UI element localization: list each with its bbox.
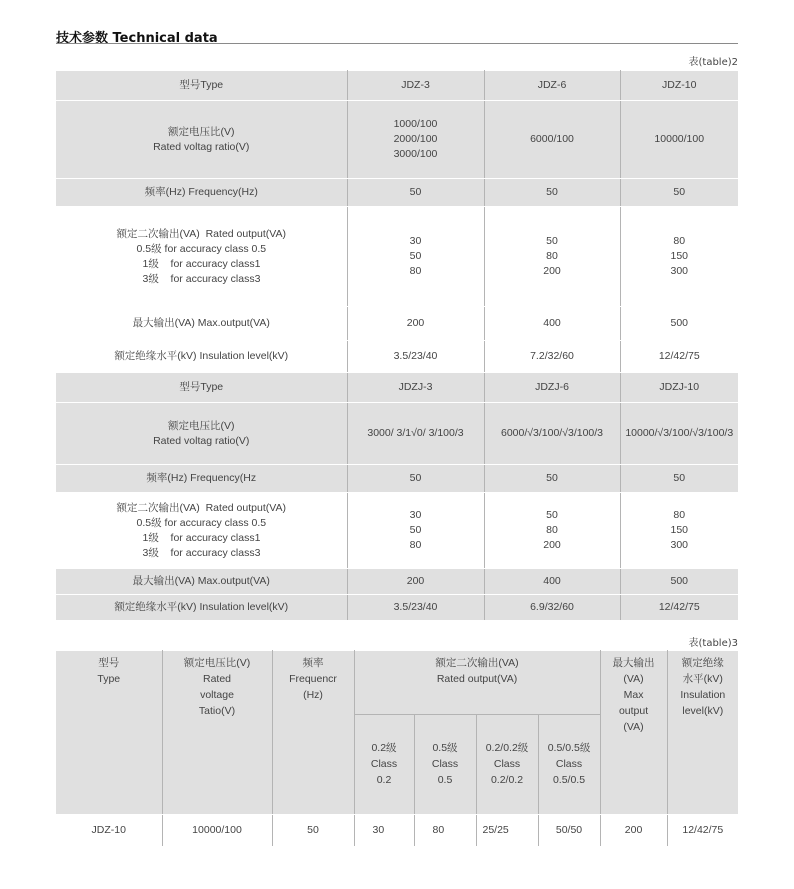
frequency-value-cell: 50 — [347, 179, 484, 207]
type-header-cell: 型号Type — [56, 71, 347, 101]
header-line: 水平(kV) — [682, 673, 723, 685]
rated-output-label-cell — [56, 493, 347, 569]
voltage-value-cell: 10000/√3/100/√3/100/3 — [620, 403, 738, 465]
label-line: 3级 for accuracy class3 — [142, 546, 261, 559]
output-value-cell — [484, 207, 620, 307]
label-line: 额定电压比(V) — [168, 419, 235, 432]
subheader-class-0-2 — [354, 715, 414, 815]
row-output-class-0-5-cell: 80 — [414, 815, 476, 847]
value-line: 80 — [409, 539, 422, 551]
table-row — [56, 569, 738, 595]
table-row — [56, 71, 738, 101]
label-line: 额定电压比(V) — [168, 125, 235, 138]
type-header-cell: 型号Type — [56, 373, 347, 403]
row-insulation-cell: 12/42/75 — [667, 815, 738, 847]
insulation-value-cell: 12/42/75 — [620, 595, 738, 621]
output-value-cell — [484, 493, 620, 569]
value-line: 150 — [670, 524, 689, 536]
value-line: 300 — [670, 265, 689, 277]
value-line: 30 — [409, 509, 422, 521]
header-line: 额定二次输出(VA) — [435, 657, 519, 669]
row-output-class-0-2-cell: 30 — [354, 815, 414, 847]
table-row — [56, 815, 738, 847]
table-row — [56, 179, 738, 207]
header-line: 最大输出 — [612, 657, 655, 669]
value-line: 150 — [670, 250, 689, 262]
table3-label: 表(table)3 — [688, 638, 738, 649]
output-label-block — [117, 227, 286, 287]
header-line: level(kV) — [682, 705, 724, 717]
label-line: Rated voltag ratio(V) — [153, 140, 250, 153]
model-jdzj-10-cell: JDZJ-10 — [620, 373, 738, 403]
label-line: 1级 for accuracy class1 — [142, 531, 261, 544]
frequency-label-cell: 频率(Hz) Frequency(Hz) — [56, 179, 347, 207]
rated-voltage-label-cell — [56, 403, 347, 465]
header-line: 额定绝缘 — [681, 657, 724, 669]
frequency-label-cell: 频率(Hz) Frequency(Hz — [56, 465, 347, 493]
model-jdzj-6-cell: JDZJ-6 — [484, 373, 620, 403]
header-line: 0.5 — [437, 774, 453, 786]
value-line: 50 — [409, 250, 422, 262]
insulation-label-cell: 额定绝缘水平(kV) Insulation level(kV) — [56, 341, 347, 373]
insulation-value-cell: 7.2/32/60 — [484, 341, 620, 373]
header-line: Rated — [202, 673, 232, 685]
value-line: 80 — [546, 524, 558, 536]
table-row — [56, 403, 738, 465]
value-line: 3000/100 — [393, 148, 438, 160]
voltage-value-cell: 3000/ 3/1√0/ 3/100/3 — [347, 403, 484, 465]
model-jdz-10-cell: JDZ-10 — [620, 71, 738, 101]
header-line: 频率 — [302, 657, 324, 669]
table-row — [56, 493, 738, 569]
col-voltage-header — [162, 651, 272, 815]
label-line: 1级 for accuracy class1 — [142, 257, 261, 270]
max-output-label-cell: 最大输出(VA) Max.output(VA) — [56, 307, 347, 341]
value-line: 200 — [543, 265, 561, 277]
max-output-value-cell: 500 — [620, 307, 738, 341]
table-row — [56, 207, 738, 307]
max-output-value-cell: 400 — [484, 307, 620, 341]
value-line: 80 — [546, 250, 558, 262]
col-insulation-header — [667, 651, 738, 815]
value-line: 1000/100 — [393, 118, 438, 130]
output-label-block — [117, 501, 286, 561]
header-line: (Hz) — [303, 689, 323, 701]
value-line: 80 — [409, 265, 422, 277]
rated-voltage-label-cell — [56, 101, 347, 179]
header-line: Frequencr — [289, 673, 337, 685]
header-line: 额定电压比(V) — [183, 657, 251, 669]
rated-output-label-cell — [56, 207, 347, 307]
technical-data-table-3 — [56, 650, 738, 847]
output-value-cell — [620, 493, 738, 569]
insulation-value-cell: 3.5/23/40 — [347, 595, 484, 621]
header-line: Rated output(VA) — [436, 673, 518, 685]
value-line: 30 — [409, 235, 422, 247]
heading-rule — [56, 43, 738, 44]
header-line: Type — [97, 673, 121, 685]
col-output-header — [354, 651, 600, 715]
value-line: 200 — [543, 539, 561, 551]
row-max-output-cell: 200 — [600, 815, 667, 847]
value-line: 300 — [670, 539, 689, 551]
header-line: 0.2/0.2级 — [485, 742, 529, 754]
header-line: 0.5级 — [432, 742, 458, 754]
col-type-header — [56, 651, 162, 815]
value-line: 50 — [546, 235, 558, 247]
col-max-output-header — [600, 651, 667, 815]
row-frequency-cell: 50 — [272, 815, 354, 847]
row-voltage-cell: 10000/100 — [162, 815, 272, 847]
frequency-value-cell: 50 — [484, 465, 620, 493]
insulation-value-cell: 12/42/75 — [620, 341, 738, 373]
technical-data-table-2 — [56, 70, 738, 621]
max-output-label-cell: 最大输出(VA) Max.output(VA) — [56, 569, 347, 595]
model-jdz-6-cell: JDZ-6 — [484, 71, 620, 101]
header-line: Class — [493, 758, 521, 770]
table-row — [56, 595, 738, 621]
subheader-class-0-5 — [414, 715, 476, 815]
row-output-class-0-2-0-2-cell: 25/25 — [476, 815, 538, 847]
page-heading: 技术参数 Technical data — [56, 31, 218, 46]
col-frequency-header — [272, 651, 354, 815]
frequency-value-cell: 50 — [620, 179, 738, 207]
subheader-class-0-5-0-5 — [538, 715, 600, 815]
voltage-value-cell: 10000/100 — [620, 101, 738, 179]
label-line: 额定二次输出(VA) Rated output(VA) — [116, 227, 286, 240]
insulation-value-cell: 6.9/32/60 — [484, 595, 620, 621]
label-line: Rated voltag ratio(V) — [153, 434, 250, 447]
header-line: 型号 — [98, 657, 120, 669]
label-line: 额定二次输出(VA) Rated output(VA) — [116, 501, 286, 514]
output-value-cell — [347, 207, 484, 307]
table-row — [56, 373, 738, 403]
value-line: 50 — [409, 524, 422, 536]
table2-label: 表(table)2 — [688, 57, 738, 68]
header-line: (VA) — [623, 673, 644, 685]
voltage-value-cell — [347, 101, 484, 179]
row-output-class-0-5-0-5-cell: 50/50 — [538, 815, 600, 847]
table-row — [56, 341, 738, 373]
model-jdzj-3-cell: JDZJ-3 — [347, 373, 484, 403]
output-value-cell — [347, 493, 484, 569]
label-line: 0.5级 for accuracy class 0.5 — [136, 242, 267, 255]
header-line: voltage — [200, 689, 234, 701]
header-line: 0.2/0.2 — [490, 774, 524, 786]
header-line: 0.5/0.5级 — [547, 742, 591, 754]
header-line: output — [618, 705, 649, 717]
header-line: Class — [555, 758, 583, 770]
header-line: Insulation — [680, 689, 726, 701]
label-line: 0.5级 for accuracy class 0.5 — [136, 516, 267, 529]
value-line: 80 — [673, 509, 686, 521]
max-output-value-cell: 200 — [347, 307, 484, 341]
header-line: Class — [370, 758, 398, 770]
max-output-value-cell: 500 — [620, 569, 738, 595]
header-line: 0.5/0.5 — [552, 774, 586, 786]
table-header-row — [56, 651, 738, 715]
voltage-value-cell: 6000/100 — [484, 101, 620, 179]
voltage-value-cell: 6000/√3/100/√3/100/3 — [484, 403, 620, 465]
frequency-value-cell: 50 — [347, 465, 484, 493]
value-line: 80 — [673, 235, 686, 247]
insulation-label-cell: 额定绝缘水平(kV) Insulation level(kV) — [56, 595, 347, 621]
table-row — [56, 307, 738, 341]
output-value-cell — [620, 207, 738, 307]
subheader-class-0-2-0-2 — [476, 715, 538, 815]
header-line: Max — [623, 689, 644, 701]
row-type-cell: JDZ-10 — [56, 815, 162, 847]
frequency-value-cell: 50 — [484, 179, 620, 207]
table-row — [56, 101, 738, 179]
header-line: Tatio(V) — [198, 705, 236, 717]
value-line: 50 — [546, 509, 558, 521]
table-row — [56, 465, 738, 493]
header-line: 0.2 — [376, 774, 392, 786]
max-output-value-cell: 200 — [347, 569, 484, 595]
header-line: (VA) — [623, 721, 644, 733]
header-line: Class — [431, 758, 459, 770]
insulation-value-cell: 3.5/23/40 — [347, 341, 484, 373]
header-line: 0.2级 — [371, 742, 397, 754]
model-jdz-3-cell: JDZ-3 — [347, 71, 484, 101]
max-output-value-cell: 400 — [484, 569, 620, 595]
value-line: 2000/100 — [393, 133, 438, 145]
frequency-value-cell: 50 — [620, 465, 738, 493]
label-line: 3级 for accuracy class3 — [142, 272, 261, 285]
